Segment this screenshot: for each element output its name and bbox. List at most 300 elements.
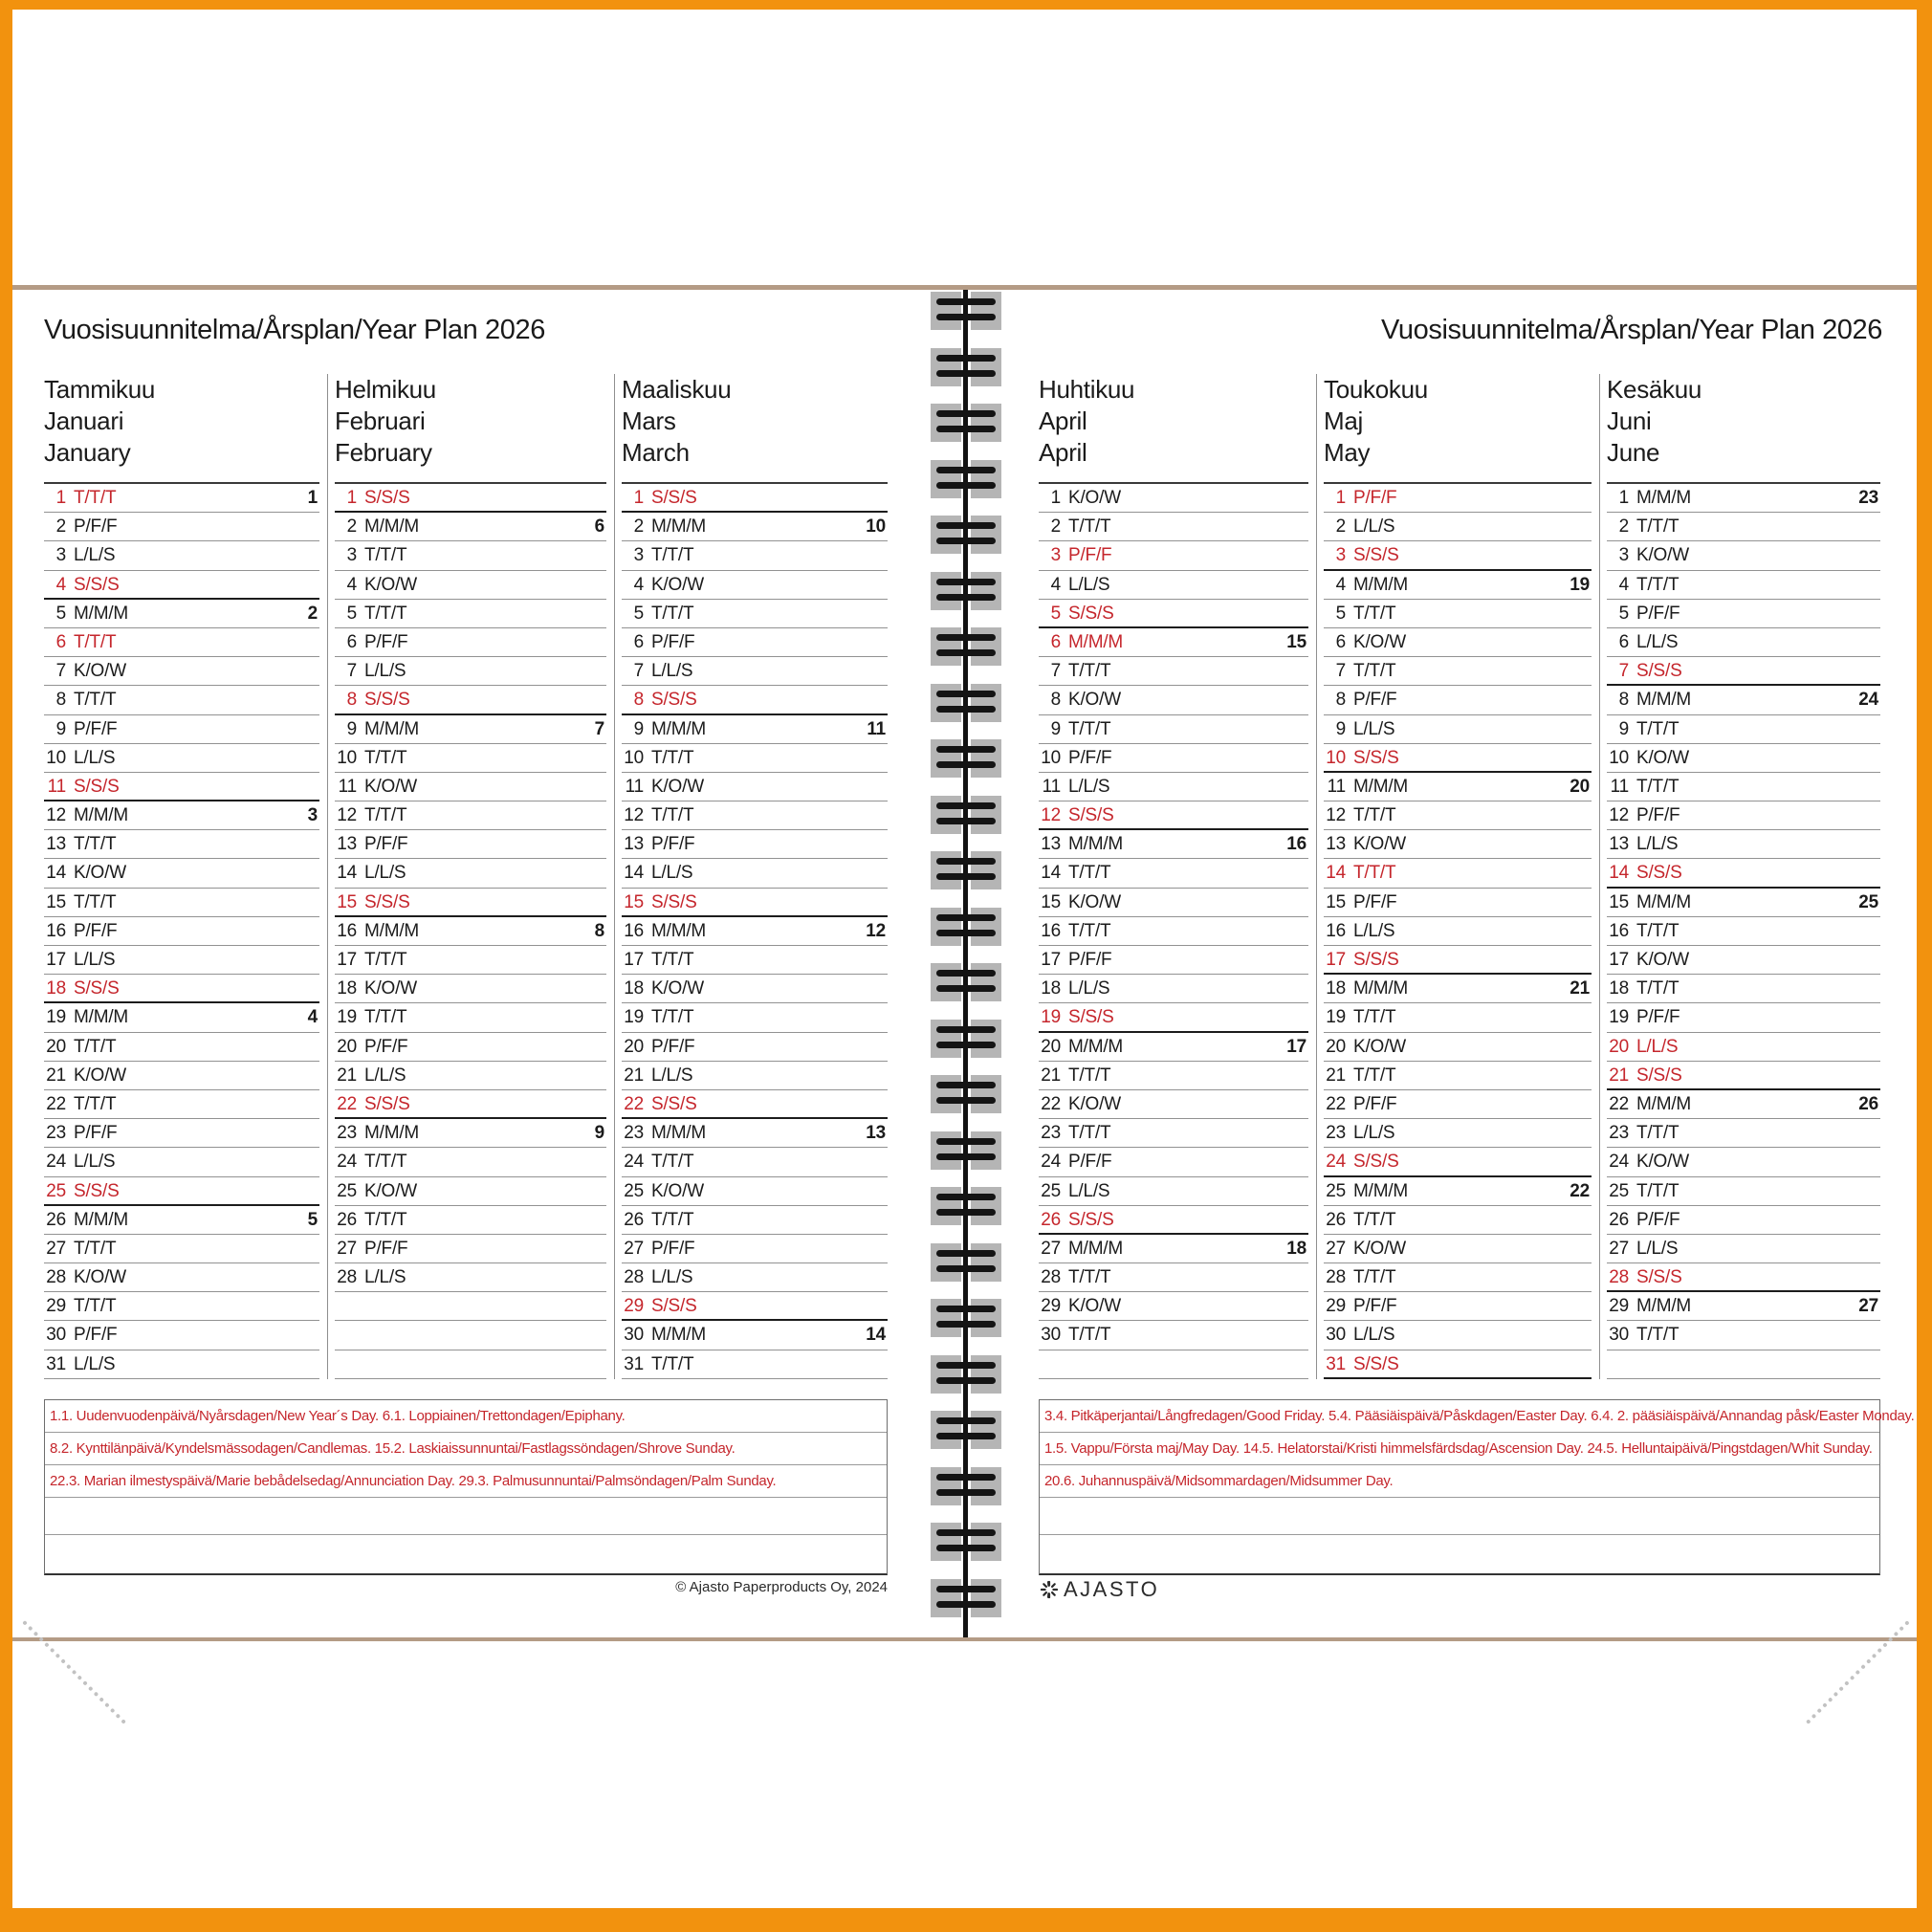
day-row (335, 715, 606, 744)
binding-punch-tab (971, 292, 1001, 330)
day-number: 29 (1326, 1296, 1346, 1317)
day-row (1039, 513, 1308, 541)
day-row (335, 686, 606, 714)
day-letters: P/F/F (1353, 891, 1397, 912)
day-number: 13 (337, 834, 357, 855)
frame-edge-right (1917, 0, 1932, 1932)
day-row (1607, 889, 1880, 917)
binding-wire (936, 1265, 996, 1272)
day-letters: S/S/S (1636, 863, 1682, 884)
day-letters: P/F/F (651, 1238, 695, 1259)
day-letters: T/T/T (74, 631, 117, 652)
day-row (1039, 541, 1308, 570)
day-number: 3 (1050, 545, 1061, 566)
day-row (1039, 1177, 1308, 1206)
day-number: 7 (1335, 661, 1346, 682)
day-letters: L/L/S (1636, 834, 1679, 855)
day-number: 22 (1041, 1093, 1061, 1114)
month-name: Maaliskuu Mars March (622, 375, 732, 467)
day-row (1039, 1292, 1308, 1321)
day-number: 19 (1326, 1007, 1346, 1028)
day-number: 5 (1618, 603, 1629, 624)
week-number: 6 (594, 516, 604, 538)
day-number: 23 (1609, 1123, 1629, 1144)
binding-punch-tab (931, 1243, 961, 1282)
day-row (622, 1292, 888, 1321)
day-number: 14 (337, 863, 357, 884)
day-number: 13 (1041, 834, 1061, 855)
day-number: 23 (1326, 1123, 1346, 1144)
day-letters: K/O/W (1636, 545, 1689, 566)
day-number: 11 (1042, 776, 1061, 797)
day-row (622, 917, 888, 946)
day-letters: M/M/M (651, 1123, 707, 1144)
binding-wire (936, 370, 996, 377)
day-number: 4 (1335, 574, 1346, 595)
day-number: 25 (46, 1180, 66, 1201)
day-letters: T/T/T (1068, 718, 1111, 739)
day-letters: K/O/W (364, 574, 417, 595)
day-row (1324, 889, 1592, 917)
day-letters: M/M/M (74, 805, 129, 826)
week-number: 19 (1570, 574, 1590, 595)
day-number: 4 (346, 574, 357, 595)
day-row (335, 1177, 606, 1206)
day-row (622, 889, 888, 917)
month-name: Helmikuu Februari February (335, 375, 436, 467)
day-row (335, 1003, 606, 1032)
day-number: 21 (1041, 1065, 1061, 1086)
day-number: 16 (337, 920, 357, 941)
day-number: 29 (624, 1296, 644, 1317)
day-letters: L/L/S (1353, 516, 1395, 538)
day-number: 10 (1041, 747, 1061, 768)
day-number: 9 (346, 718, 357, 739)
day-row (1607, 1235, 1880, 1263)
day-number: 19 (1609, 1007, 1629, 1028)
month-name: Tammikuu Januari January (44, 375, 156, 467)
day-letters: T/T/T (364, 1209, 407, 1230)
day-row (622, 744, 888, 773)
binding-punch-tab (971, 460, 1001, 498)
day-row (1039, 715, 1308, 744)
day-letters: S/S/S (74, 978, 120, 999)
binding-punch-tab (971, 739, 1001, 778)
day-number: 6 (1050, 631, 1061, 652)
day-letters: K/O/W (1068, 891, 1121, 912)
day-number: 4 (633, 574, 644, 595)
day-row (335, 801, 606, 830)
binding-punch-tab (931, 963, 961, 1001)
ajasto-starburst-icon (1039, 1579, 1060, 1600)
day-letters: T/T/T (1353, 1007, 1396, 1028)
day-number: 6 (1618, 631, 1629, 652)
day-letters: L/L/S (74, 1353, 116, 1374)
binding-punch-tab (931, 1131, 961, 1170)
day-letters: P/F/F (364, 631, 408, 652)
day-row (622, 600, 888, 628)
frame-edge-bottom (0, 1908, 1932, 1932)
day-number: 3 (346, 545, 357, 566)
day-row (622, 541, 888, 570)
day-letters: S/S/S (1353, 747, 1399, 768)
day-number: 16 (1041, 920, 1061, 941)
day-number: 26 (1326, 1209, 1346, 1230)
day-row (335, 628, 606, 657)
day-letters: P/F/F (74, 718, 118, 739)
binding-punch-tab (931, 1020, 961, 1058)
day-number: 2 (346, 516, 357, 538)
day-letters: S/S/S (651, 891, 697, 912)
day-number: 28 (1326, 1267, 1346, 1288)
week-number: 26 (1858, 1093, 1878, 1114)
day-row (1607, 830, 1880, 859)
day-letters: P/F/F (651, 631, 695, 652)
day-row (44, 541, 319, 570)
binding-punch-tab (931, 908, 961, 946)
day-number: 5 (55, 603, 66, 624)
day-letters: K/O/W (651, 1180, 704, 1201)
day-number: 21 (1609, 1065, 1629, 1086)
day-letters: S/S/S (1353, 545, 1399, 566)
day-row (44, 1263, 319, 1292)
day-row (622, 1062, 888, 1090)
day-row (1039, 1033, 1308, 1062)
day-number: 24 (337, 1152, 357, 1173)
day-row (622, 801, 888, 830)
footnote-row (45, 1498, 887, 1535)
day-number: 8 (55, 690, 66, 711)
day-row (622, 715, 888, 744)
day-row (622, 946, 888, 975)
day-row (1607, 1119, 1880, 1148)
binding-punch-tab (971, 1355, 1001, 1394)
day-letters: M/M/M (1636, 1296, 1692, 1317)
day-letters: M/M/M (1068, 1036, 1124, 1057)
day-letters: T/T/T (1068, 920, 1111, 941)
day-letters: K/O/W (1353, 631, 1406, 652)
day-row (44, 1033, 319, 1062)
day-number: 13 (624, 834, 644, 855)
day-number: 22 (1326, 1093, 1346, 1114)
day-number: 6 (633, 631, 644, 652)
day-row (1607, 513, 1880, 541)
footnote-row (1040, 1400, 1915, 1433)
day-row (1324, 1177, 1592, 1206)
day-letters: T/T/T (1636, 978, 1680, 999)
day-row (335, 1119, 606, 1148)
day-row (1324, 1033, 1592, 1062)
day-row (622, 1003, 888, 1032)
binding-wire (936, 691, 996, 697)
binding-punch-tab (971, 851, 1001, 889)
day-row (1607, 1292, 1880, 1321)
day-letters: K/O/W (1636, 950, 1689, 970)
binding-punch-tab (931, 739, 961, 778)
day-letters: K/O/W (74, 863, 126, 884)
day-row (1324, 657, 1592, 686)
day-row (1324, 600, 1592, 628)
day-row (1324, 1263, 1592, 1292)
day-number: 12 (337, 805, 357, 826)
day-number: 24 (624, 1152, 644, 1173)
day-number: 25 (1326, 1180, 1346, 1201)
day-letters: M/M/M (364, 516, 420, 538)
day-letters: M/M/M (651, 718, 707, 739)
day-number: 21 (624, 1065, 644, 1086)
day-letters: K/O/W (74, 1065, 126, 1086)
day-row (622, 657, 888, 686)
day-row (335, 571, 606, 600)
day-letters: M/M/M (1353, 1180, 1409, 1201)
day-letters: K/O/W (651, 776, 704, 797)
day-letters: S/S/S (1353, 1152, 1399, 1173)
day-letters: S/S/S (651, 1093, 697, 1114)
binding-punch-tab (971, 963, 1001, 1001)
day-letters: M/M/M (1353, 978, 1409, 999)
day-row (622, 1119, 888, 1148)
day-letters: T/T/T (1353, 805, 1396, 826)
day-number: 12 (1041, 805, 1061, 826)
day-letters: T/T/T (74, 1093, 117, 1114)
day-number: 7 (1050, 661, 1061, 682)
day-letters: S/S/S (74, 1180, 120, 1201)
day-letters: P/F/F (364, 834, 408, 855)
copyright-text: © Ajasto Paperproducts Oy, 2024 (675, 1579, 888, 1595)
day-letters: K/O/W (74, 1267, 126, 1288)
day-row (44, 1321, 319, 1350)
day-letters: L/L/S (651, 863, 693, 884)
day-row (1324, 1148, 1592, 1176)
day-letters: T/T/T (1353, 603, 1396, 624)
day-number: 5 (1335, 603, 1346, 624)
day-letters: T/T/T (1353, 1065, 1396, 1086)
day-row (1607, 541, 1880, 570)
day-number: 24 (1326, 1152, 1346, 1173)
day-letters: T/T/T (1636, 574, 1680, 595)
day-number: 12 (624, 805, 644, 826)
day-number: 10 (1326, 747, 1346, 768)
holiday-footnote-line: 20.6. Juhannuspäivä/Midsommardagen/Midsummer Day. (1044, 1473, 1394, 1489)
day-number: 23 (337, 1123, 357, 1144)
holiday-footnote-line: 22.3. Marian ilmestyspäivä/Marie bebådelsedag/Annunciation Day. 29.3. Palmusunnuntai/Palmsöndagen/Palm Sunday. (50, 1473, 777, 1489)
day-number: 24 (1041, 1152, 1061, 1173)
day-row (1607, 917, 1880, 946)
day-letters: L/L/S (1636, 631, 1679, 652)
day-row (44, 513, 319, 541)
day-row (335, 1292, 606, 1321)
day-number: 14 (1041, 863, 1061, 884)
day-number: 4 (1618, 574, 1629, 595)
day-row (1039, 1148, 1308, 1176)
month-column (1607, 374, 1880, 1379)
binding-wire (936, 482, 996, 489)
day-row (44, 917, 319, 946)
week-number: 11 (867, 718, 886, 739)
day-letters: L/L/S (1636, 1036, 1679, 1057)
day-row (1324, 1292, 1592, 1321)
day-row (1324, 801, 1592, 830)
day-number: 8 (633, 690, 644, 711)
day-letters: T/T/T (1353, 863, 1396, 884)
day-row (1324, 1350, 1592, 1379)
day-row (1607, 715, 1880, 744)
day-row (44, 859, 319, 888)
day-letters: P/F/F (1068, 1152, 1112, 1173)
day-letters: T/T/T (1636, 516, 1680, 538)
binding-wire (936, 1601, 996, 1608)
day-number: 11 (338, 776, 357, 797)
binding-wire (936, 1138, 996, 1145)
day-row (1039, 484, 1308, 513)
day-letters: T/T/T (74, 834, 117, 855)
day-letters: T/T/T (364, 1007, 407, 1028)
day-row (1324, 917, 1592, 946)
day-letters: T/T/T (74, 891, 117, 912)
day-number: 4 (55, 574, 66, 595)
day-letters: L/L/S (1068, 574, 1110, 595)
day-letters: M/M/M (74, 1007, 129, 1028)
day-letters: P/F/F (1068, 950, 1112, 970)
day-row (1039, 1119, 1308, 1148)
day-row (1607, 773, 1880, 801)
day-number: 2 (1618, 516, 1629, 538)
day-row (335, 946, 606, 975)
day-letters: L/L/S (74, 545, 116, 566)
binding-punch-tab (931, 572, 961, 610)
day-number: 15 (46, 891, 66, 912)
day-letters: S/S/S (364, 891, 410, 912)
day-number: 17 (1326, 950, 1346, 970)
day-number: 10 (624, 747, 644, 768)
day-number: 8 (1050, 690, 1061, 711)
day-letters: S/S/S (651, 488, 697, 508)
day-number: 1 (55, 488, 66, 508)
day-number: 27 (1041, 1238, 1061, 1259)
day-letters: M/M/M (1636, 690, 1692, 711)
binding-wire (936, 1417, 996, 1424)
day-letters: K/O/W (651, 978, 704, 999)
day-letters: T/T/T (1636, 1123, 1680, 1144)
day-number: 17 (1609, 950, 1629, 970)
binding-punch-tab (971, 1131, 1001, 1170)
day-letters: K/O/W (1636, 1152, 1689, 1173)
day-letters: T/T/T (651, 805, 694, 826)
binding-punch-tab (931, 796, 961, 834)
day-row (44, 1062, 319, 1090)
day-number: 3 (55, 545, 66, 566)
day-letters: P/F/F (1068, 545, 1112, 566)
day-letters: L/L/S (1353, 718, 1395, 739)
day-letters: S/S/S (1353, 1353, 1399, 1374)
day-row (335, 1350, 606, 1379)
day-row (1324, 541, 1592, 570)
day-row (335, 889, 606, 917)
footnote-row (45, 1465, 887, 1498)
day-letters: S/S/S (364, 690, 410, 711)
footnote-row (45, 1433, 887, 1465)
column-divider-line (1316, 374, 1317, 1379)
day-number: 30 (1041, 1325, 1061, 1346)
day-row (1607, 484, 1880, 513)
day-number: 26 (1041, 1209, 1061, 1230)
footnote-row (45, 1535, 887, 1573)
binding-punch-tab (971, 908, 1001, 946)
day-letters: T/T/T (74, 1036, 117, 1057)
day-number: 15 (1326, 891, 1346, 912)
day-letters: T/T/T (1636, 1180, 1680, 1201)
frame-edge-top (0, 0, 1932, 10)
month-name: Huhtikuu April April (1039, 375, 1135, 467)
day-row (44, 801, 319, 830)
day-row (44, 889, 319, 917)
day-row (335, 744, 606, 773)
day-number: 30 (1609, 1325, 1629, 1346)
day-letters: P/F/F (1353, 488, 1397, 508)
day-row (1324, 744, 1592, 773)
day-letters: T/T/T (74, 1238, 117, 1259)
day-row (44, 715, 319, 744)
holiday-footnotes-right (1039, 1399, 1915, 1575)
day-number: 21 (337, 1065, 357, 1086)
day-letters: T/T/T (1068, 863, 1111, 884)
day-row (622, 1263, 888, 1292)
day-letters: K/O/W (364, 978, 417, 999)
day-row (1324, 513, 1592, 541)
day-number: 1 (1335, 488, 1346, 508)
day-number: 22 (1609, 1093, 1629, 1114)
day-row (622, 1235, 888, 1263)
day-number: 21 (1326, 1065, 1346, 1086)
day-row (44, 1119, 319, 1148)
day-number: 26 (46, 1209, 66, 1230)
day-row (335, 657, 606, 686)
day-number: 27 (337, 1238, 357, 1259)
day-row (1607, 1062, 1880, 1090)
day-number: 21 (46, 1065, 66, 1086)
day-number: 27 (46, 1238, 66, 1259)
day-letters: K/O/W (1353, 1238, 1406, 1259)
day-row (622, 1033, 888, 1062)
binding-wire (936, 314, 996, 320)
day-row (1607, 859, 1880, 888)
day-row (44, 1292, 319, 1321)
day-number: 15 (1609, 891, 1629, 912)
holiday-footnote-line: 1.1. Uudenvuodenpäivä/Nyårsdagen/New Year´s Day. 6.1. Loppiainen/Trettondagen/Epiphany. (50, 1408, 626, 1424)
day-number: 9 (1050, 718, 1061, 739)
day-letters: M/M/M (364, 718, 420, 739)
day-row (1607, 1350, 1880, 1379)
binding-wire (936, 802, 996, 809)
day-letters: S/S/S (364, 488, 410, 508)
day-number: 10 (1609, 747, 1629, 768)
day-number: 6 (346, 631, 357, 652)
day-letters: M/M/M (651, 1325, 707, 1346)
day-number: 31 (1326, 1353, 1346, 1374)
day-row (1039, 600, 1308, 628)
day-number: 16 (624, 920, 644, 941)
day-number: 19 (337, 1007, 357, 1028)
day-letters: M/M/M (364, 920, 420, 941)
day-number: 11 (625, 776, 644, 797)
day-letters: S/S/S (1068, 805, 1114, 826)
binding-wire (936, 1042, 996, 1048)
day-letters: S/S/S (1636, 1065, 1682, 1086)
binding-punch-tab (971, 1579, 1001, 1617)
day-letters: K/O/W (1353, 834, 1406, 855)
day-number: 15 (624, 891, 644, 912)
day-letters: P/F/F (1068, 747, 1112, 768)
